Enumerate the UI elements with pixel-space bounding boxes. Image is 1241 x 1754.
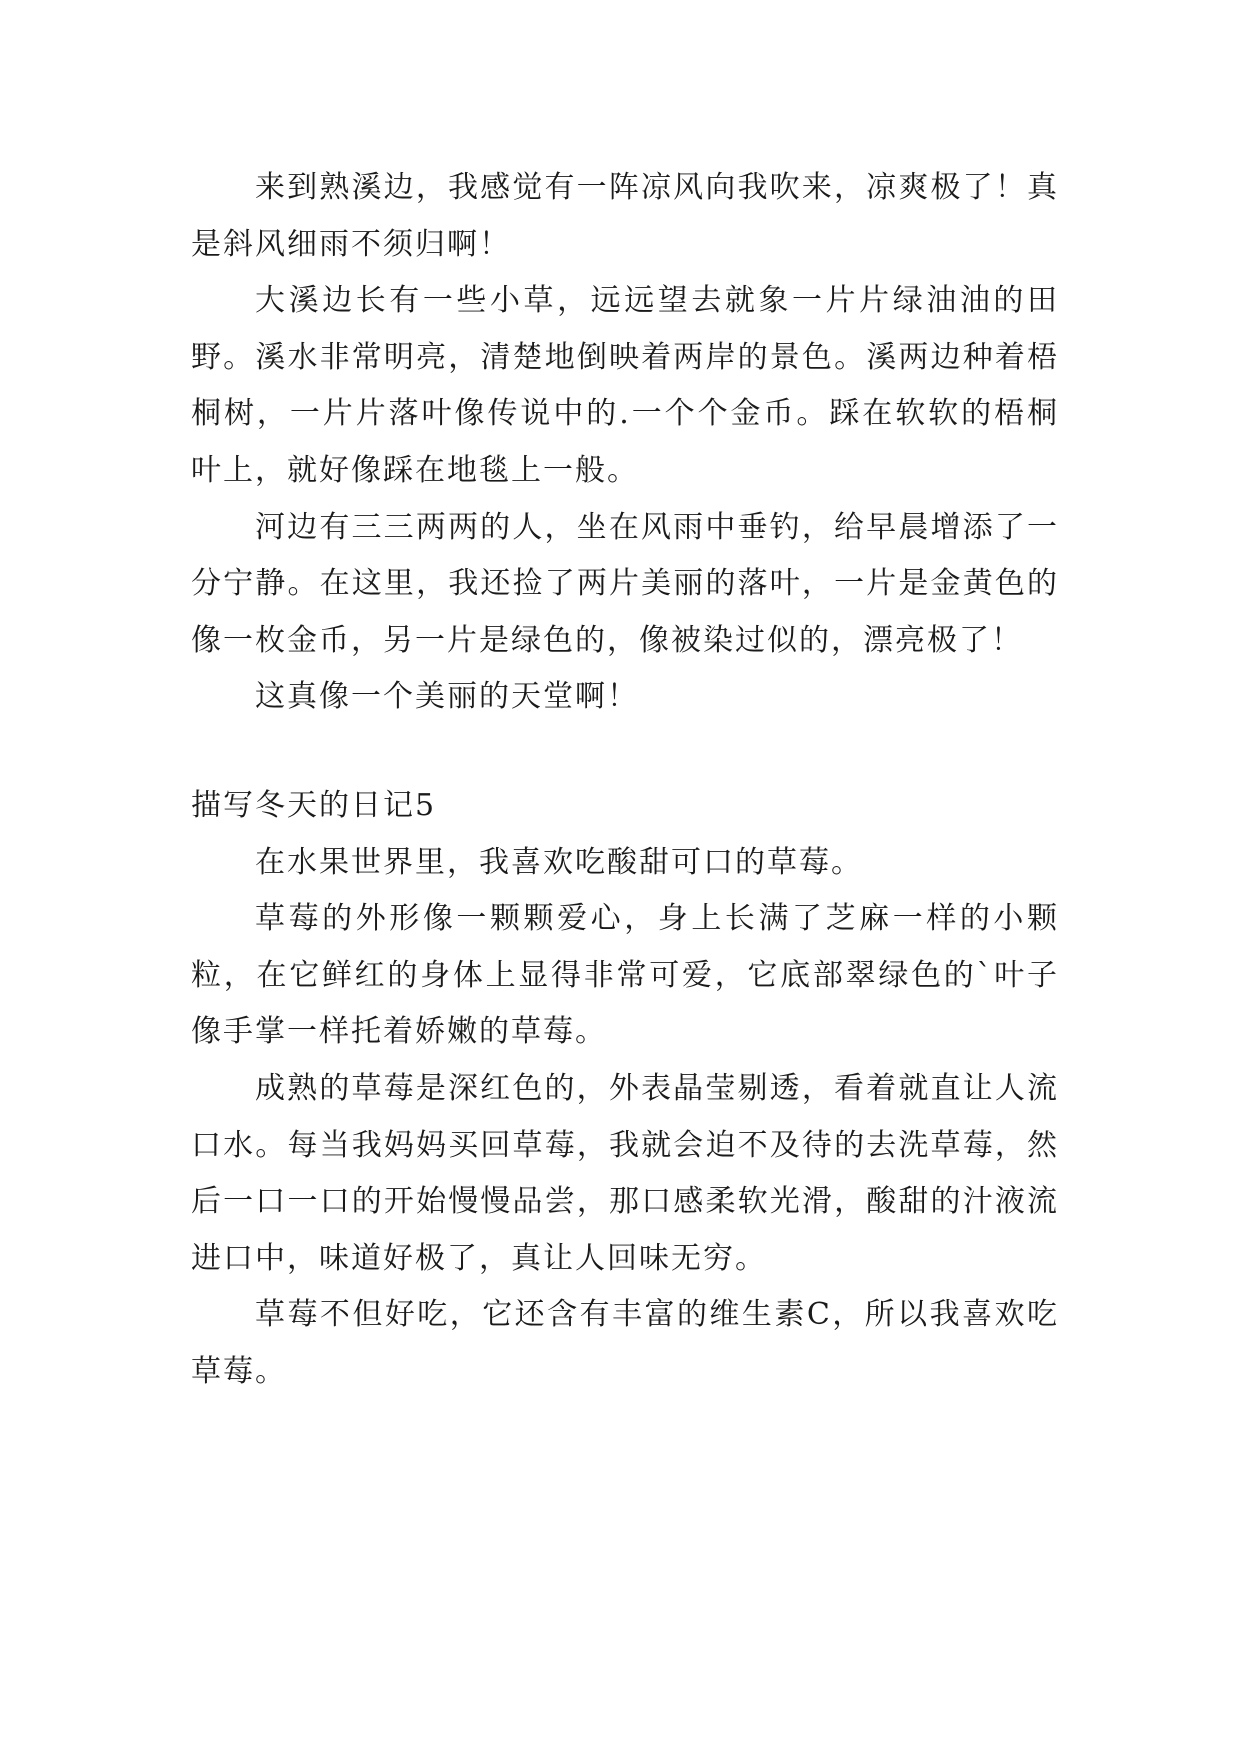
paragraph-2: 大溪边长有一些小草，远远望去就象一片片绿油油的田野。溪水非常明亮，清楚地倒映着两岸的景色。溪两边种着梧桐树，一片片落叶像传说中的.一个个金币。踩在软软的梧桐叶上，就好像踩在地毯上一般。 [191, 283, 1059, 488]
document-body [191, 160, 1059, 1400]
paragraph-7: 成熟的草莓是深红色的，外表晶莹剔透，看着就直让人流口水。每当我妈妈买回草莓，我就会迫不及待的去洗草莓，然后一口一口的开始慢慢品尝，那口感柔软光滑，酸甜的汁液流进口中，味道好极了，真让人回味无穷。 [191, 1070, 1059, 1276]
paragraph-4: 这真像一个美丽的天堂啊！ [255, 679, 639, 715]
paragraph-5: 在水果世界里，我喜欢吃酸甜可口的草莓。 [255, 844, 863, 880]
paragraph-1: 来到熟溪边，我感觉有一阵凉风向我吹来，凉爽极了！真是斜风细雨不须归啊！ [191, 170, 1059, 262]
paragraph-3: 河边有三三两两的人，坐在风雨中垂钓，给早晨增添了一分宁静。在这里，我还捡了两片美丽的落叶，一片是金黄色的像一枚金币，另一片是绿色的，像被染过似的，漂亮极了！ [191, 509, 1059, 658]
paragraph-8: 草莓不但好吃，它还含有丰富的维生素C，所以我喜欢吃草莓。 [191, 1297, 1059, 1389]
section-heading: 描写冬天的日记5 [191, 787, 437, 823]
paragraph-6: 草莓的外形像一颗颗爱心，身上长满了芝麻一样的小颗粒，在它鲜红的身体上显得非常可爱，它底部翠绿色的`叶子像手掌一样托着娇嫩的草莓。 [191, 901, 1059, 1050]
